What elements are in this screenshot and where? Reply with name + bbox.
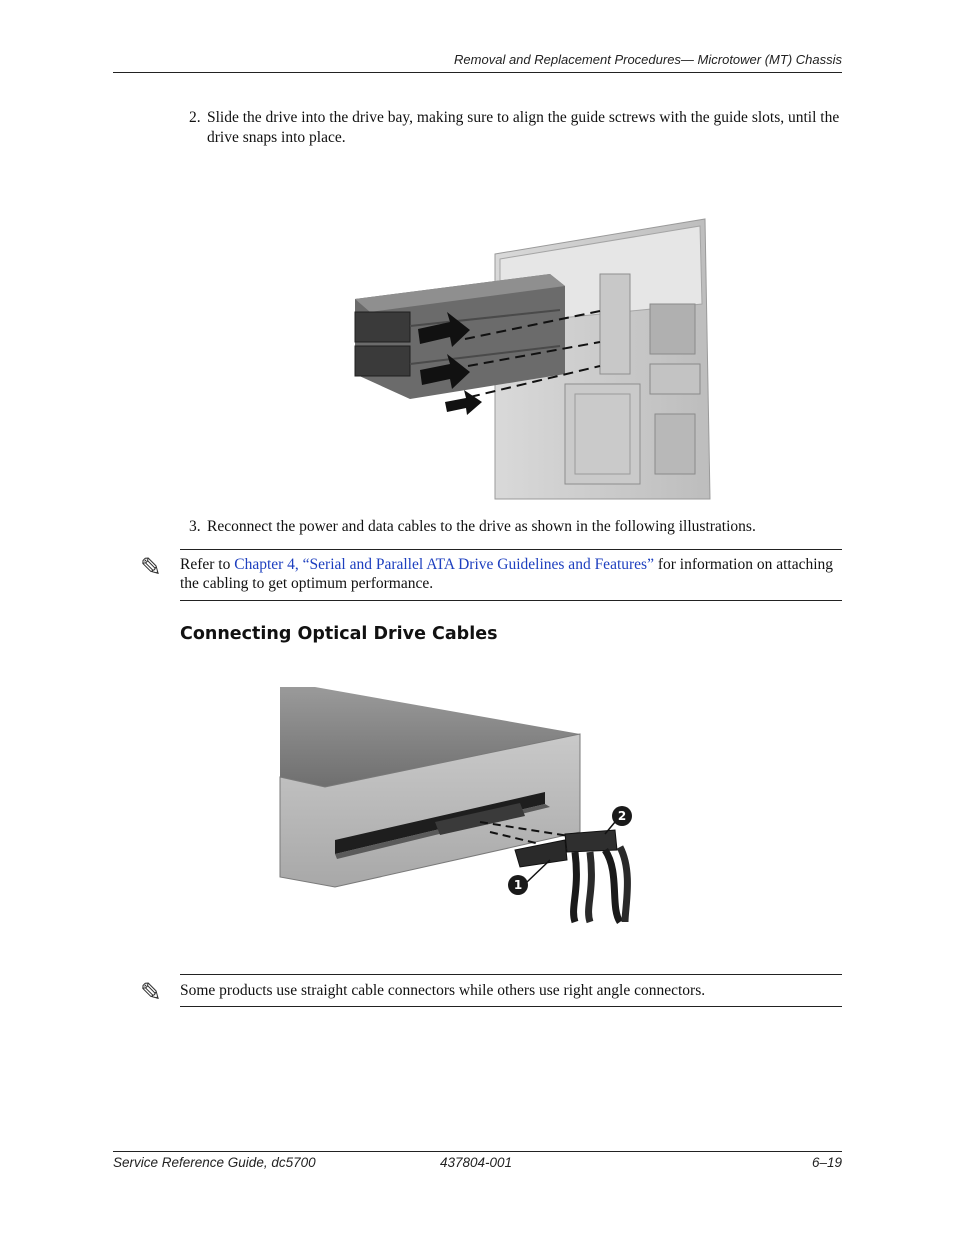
note-top-rule: [180, 549, 842, 550]
section-heading: Connecting Optical Drive Cables: [180, 624, 498, 644]
pencil-icon: ✎: [140, 978, 162, 1008]
callout-2: 2: [612, 806, 632, 826]
note-suffix: for information on attaching the cabling to get optimum performance.: [180, 556, 834, 592]
note2-bottom-rule: [180, 1006, 842, 1007]
insert-arrow-icon: [445, 390, 482, 415]
note-bottom-rule: [180, 600, 842, 601]
step-number: 2.: [189, 109, 201, 126]
footer-part-number: 437804-001: [440, 1155, 513, 1170]
step-text: Slide the drive into the drive bay, making sure to align the guide sctrews with the guide slots, until the drive snaps into place.: [207, 109, 840, 146]
callout-1: 1: [508, 875, 528, 895]
step-3: [189, 517, 844, 537]
note-cabling: [180, 555, 842, 593]
note2-top-rule: [180, 974, 842, 975]
step-number: 3.: [189, 518, 201, 535]
running-header: Removal and Replacement Procedures— Microtower (MT) Chassis: [454, 52, 842, 67]
footer-page-number: 6–19: [811, 1155, 842, 1170]
drive-installation-figure: [350, 214, 720, 504]
optical-drive-cable-figure: [275, 682, 655, 932]
step-2: [189, 108, 844, 148]
note-prefix: Refer to: [180, 556, 235, 573]
step-text: Reconnect the power and data cables to the drive as shown in the following illustrations.: [207, 518, 756, 535]
footer-guide-title: Service Reference Guide, dc5700: [113, 1155, 316, 1170]
header-rule: [113, 72, 842, 73]
footer-rule: [113, 1151, 842, 1152]
chapter-4-link[interactable]: Chapter 4, “Serial and Parallel ATA Drive Guidelines and Features”: [234, 556, 654, 573]
pencil-icon: ✎: [140, 553, 162, 583]
note-connectors: Some products use straight cable connectors while others use right angle connectors.: [180, 982, 706, 999]
